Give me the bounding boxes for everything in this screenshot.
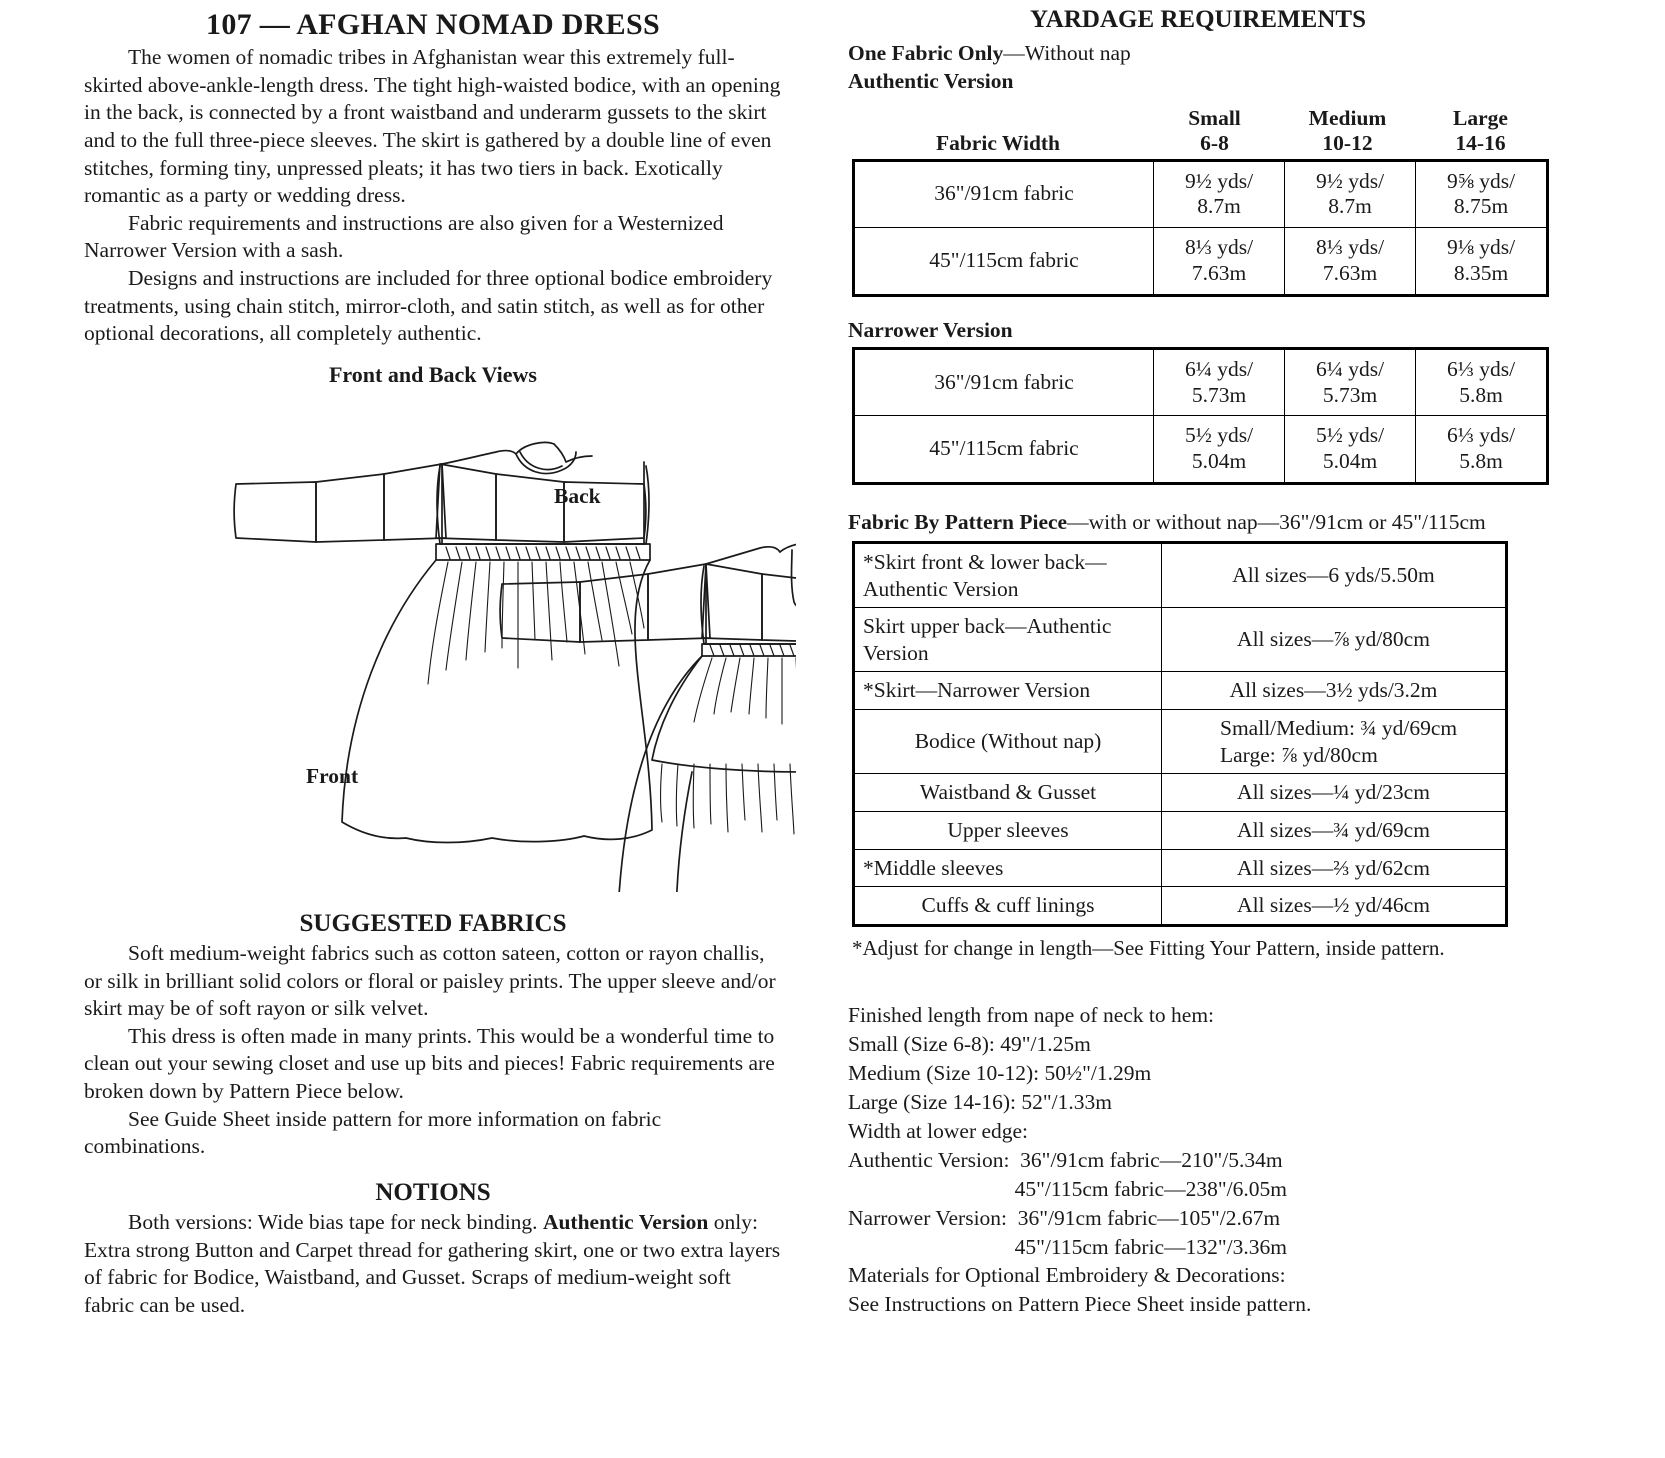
views-heading: Front and Back Views xyxy=(328,361,537,387)
narrower-version-label: Narrower Version xyxy=(848,317,1013,342)
table-row xyxy=(854,608,1507,672)
size-column-medium-name: Medium xyxy=(1308,105,1387,130)
yardage-cell-small: 6¼ yds/ 5.73m xyxy=(1154,348,1285,416)
pattern-piece-amount: All sizes—⅔ yd/62cm xyxy=(1162,849,1507,887)
table-row xyxy=(854,160,1548,228)
right-column xyxy=(848,4,1548,1458)
table-row xyxy=(854,812,1507,850)
fabric-by-pattern-piece-heading xyxy=(848,509,1548,537)
measurement-line: Large (Size 14-16): 52"/1.33m xyxy=(848,1090,1112,1115)
intro-paragraph-3: Designs and instructions are included for three optional bodice embroidery treatments, using chain stitch, mirror-cloth, and satin stitch, as well as for other optional decorations, all completely authentic. xyxy=(84,266,773,346)
yardage-requirements-heading: YARDAGE REQUIREMENTS xyxy=(1030,6,1366,33)
pattern-piece-name: Upper sleeves xyxy=(854,812,1162,850)
pattern-piece-amount: All sizes—½ yd/46cm xyxy=(1162,887,1507,926)
pattern-piece-name: Cuffs & cuff linings xyxy=(854,887,1162,926)
notions-paragraph xyxy=(84,1209,782,1320)
yardage-cell-medium: 6¼ yds/ 5.73m xyxy=(1285,348,1416,416)
yardage-cell-medium: 5½ yds/ 5.04m xyxy=(1285,416,1416,484)
notions-text-part2: only: Extra strong Button and Carpet thread for gathering skirt, one or two extra layers of fabric for Bodice, Waistband, and Gusset. Scraps of medium-weight soft fabric can be used. xyxy=(84,1209,781,1317)
yardage-cell-small: 9½ yds/ 8.7m xyxy=(1154,160,1285,228)
fabric-width-cell: 45"/115cm fabric xyxy=(854,228,1154,296)
table-row xyxy=(854,416,1548,484)
narrower-version-yardage-table xyxy=(852,347,1549,485)
table-row xyxy=(854,710,1507,774)
suggested-fabrics-paragraph-1: Soft medium-weight fabrics such as cotton sateen, cotton or rayon challis, or silk in brilliant solid colors or floral or paisley prints. The upper sleeve and/or skirt may be of soft rayon or silk velvet. xyxy=(84,940,776,1021)
yardage-cell-small: 8⅓ yds/ 7.63m xyxy=(1154,228,1285,296)
measurement-line: Medium (Size 10-12): 50½"/1.29m xyxy=(848,1061,1152,1086)
left-column xyxy=(84,4,796,1458)
finished-measurements-block xyxy=(848,1001,1548,1319)
yardage-cell-medium: 9½ yds/ 8.7m xyxy=(1285,160,1416,228)
pattern-piece-name: *Skirt front & lower back—Authentic Version xyxy=(854,542,1162,607)
page-title: 107 — AFGHAN NOMAD DRESS xyxy=(206,8,660,41)
intro-paragraph-1: The women of nomadic tribes in Afghanistan wear this extremely full-skirted above-ankle-length dress. The tight high-waisted bodice, with an opening in the back, is connected by a front waistband and underarm gussets to the skirt and to the full three-piece sleeves. The skirt is gathered by a double line of even stitches, forming tiny, unpressed pleats; it has two tiers in back. Exotically romantic as a party or wedding dress. xyxy=(84,45,781,208)
one-fabric-only-label xyxy=(848,40,1548,68)
size-header-row xyxy=(848,106,1548,157)
measurement-line: 45"/115cm fabric—132"/3.36m xyxy=(848,1234,1287,1259)
measurement-line: Finished length from nape of neck to hem: xyxy=(848,1003,1215,1028)
authentic-version-yardage-table xyxy=(852,159,1549,297)
dress-line-drawings xyxy=(84,392,796,892)
size-column-large-range: 14-16 xyxy=(1455,131,1506,156)
dress-views-illustration xyxy=(84,392,796,892)
pattern-piece-amount: All sizes—¾ yd/69cm xyxy=(1162,812,1507,850)
notions-heading: NOTIONS xyxy=(375,1178,491,1206)
notions-bold-run: Authentic Version xyxy=(542,1209,709,1234)
pattern-piece-amount: Small/Medium: ¾ yd/69cm Large: ⅞ yd/80cm xyxy=(1162,710,1507,774)
one-fabric-only-rest: —Without nap xyxy=(1003,41,1131,65)
pattern-piece-amount: All sizes—3½ yds/3.2m xyxy=(1162,672,1507,710)
yardage-cell-small: 5½ yds/ 5.04m xyxy=(1154,416,1285,484)
yardage-cell-large: 6⅓ yds/ 5.8m xyxy=(1416,416,1548,484)
table-row xyxy=(854,228,1548,296)
yardage-cell-medium: 8⅓ yds/ 7.63m xyxy=(1285,228,1416,296)
measurement-line: Materials for Optional Embroidery & Decorations: xyxy=(848,1263,1286,1288)
measurement-line: Authentic Version: 36"/91cm fabric—210"/5.34m xyxy=(848,1147,1283,1172)
notions-text-part1: Both versions: Wide bias tape for neck binding. xyxy=(128,1209,543,1234)
intro-paragraph-2: Fabric requirements and instructions are also given for a Westernized Narrower Version with a sash. xyxy=(84,210,724,263)
authentic-version-label: Authentic Version xyxy=(848,68,1014,93)
front-view-caption: Front xyxy=(306,763,359,788)
yardage-cell-large: 9⅝ yds/ 8.75m xyxy=(1416,160,1548,228)
table-row xyxy=(854,672,1507,710)
table-row xyxy=(854,774,1507,812)
measurement-line: Width at lower edge: xyxy=(848,1118,1029,1143)
fabric-width-cell: 36"/91cm fabric xyxy=(854,160,1154,228)
fabric-width-cell: 36"/91cm fabric xyxy=(854,348,1154,416)
measurement-line: Narrower Version: 36"/91cm fabric—105"/2.67m xyxy=(848,1205,1281,1230)
one-fabric-only-bold: One Fabric Only xyxy=(848,41,1004,65)
suggested-fabrics-paragraph-3: See Guide Sheet inside pattern for more information on fabric combinations. xyxy=(84,1106,662,1159)
size-column-small-name: Small xyxy=(1188,105,1241,130)
pattern-piece-amount: All sizes—¼ yd/23cm xyxy=(1162,774,1507,812)
fabric-width-cell: 45"/115cm fabric xyxy=(854,416,1154,484)
fabric-by-pattern-piece-rest: —with or without nap—36"/91cm or 45"/115cm xyxy=(1067,509,1486,534)
pattern-piece-table-footnote: *Adjust for change in length—See Fitting Your Pattern, inside pattern. xyxy=(852,936,1445,961)
pattern-piece-name: Bodice (Without nap) xyxy=(854,710,1162,774)
size-column-large-name: Large xyxy=(1453,105,1508,130)
fabric-width-label: Fabric Width xyxy=(935,130,1061,155)
yardage-cell-large: 6⅓ yds/ 5.8m xyxy=(1416,348,1548,416)
measurement-line: See Instructions on Pattern Piece Sheet inside pattern. xyxy=(848,1292,1312,1317)
fabric-by-pattern-piece-bold: Fabric By Pattern Piece xyxy=(848,509,1068,534)
measurement-line: Small (Size 6-8): 49"/1.25m xyxy=(848,1032,1091,1057)
pattern-piece-name: *Skirt—Narrower Version xyxy=(854,672,1162,710)
size-column-medium-range: 10-12 xyxy=(1322,131,1373,156)
back-view-caption: Back xyxy=(554,483,601,508)
back-view-drawing xyxy=(500,543,796,892)
table-row xyxy=(854,849,1507,887)
pattern-piece-name: Skirt upper back—Authentic Version xyxy=(854,608,1162,672)
fabric-by-pattern-piece-table xyxy=(852,541,1508,927)
yardage-cell-large: 9⅛ yds/ 8.35m xyxy=(1416,228,1548,296)
size-column-large xyxy=(1414,106,1547,157)
table-row xyxy=(854,887,1507,926)
table-row xyxy=(854,348,1548,416)
pattern-piece-name: Waistband & Gusset xyxy=(854,774,1162,812)
size-column-small-range: 6-8 xyxy=(1200,131,1229,156)
table-row xyxy=(854,542,1507,607)
suggested-fabrics-heading: SUGGESTED FABRICS xyxy=(299,909,567,937)
suggested-fabrics-paragraph-2: This dress is often made in many prints. This would be a wonderful time to clean out your sewing closet and use up bits and pieces! Fabric requirements are broken down by Pattern Piece below. xyxy=(84,1023,775,1103)
size-column-small xyxy=(1148,106,1281,157)
pattern-piece-name: *Middle sleeves xyxy=(854,849,1162,887)
measurement-line: 45"/115cm fabric—238"/6.05m xyxy=(848,1176,1287,1201)
pattern-piece-amount: All sizes—6 yds/5.50m xyxy=(1162,542,1507,607)
pattern-piece-amount: All sizes—⅞ yd/80cm xyxy=(1162,608,1507,672)
size-column-medium xyxy=(1281,106,1414,157)
